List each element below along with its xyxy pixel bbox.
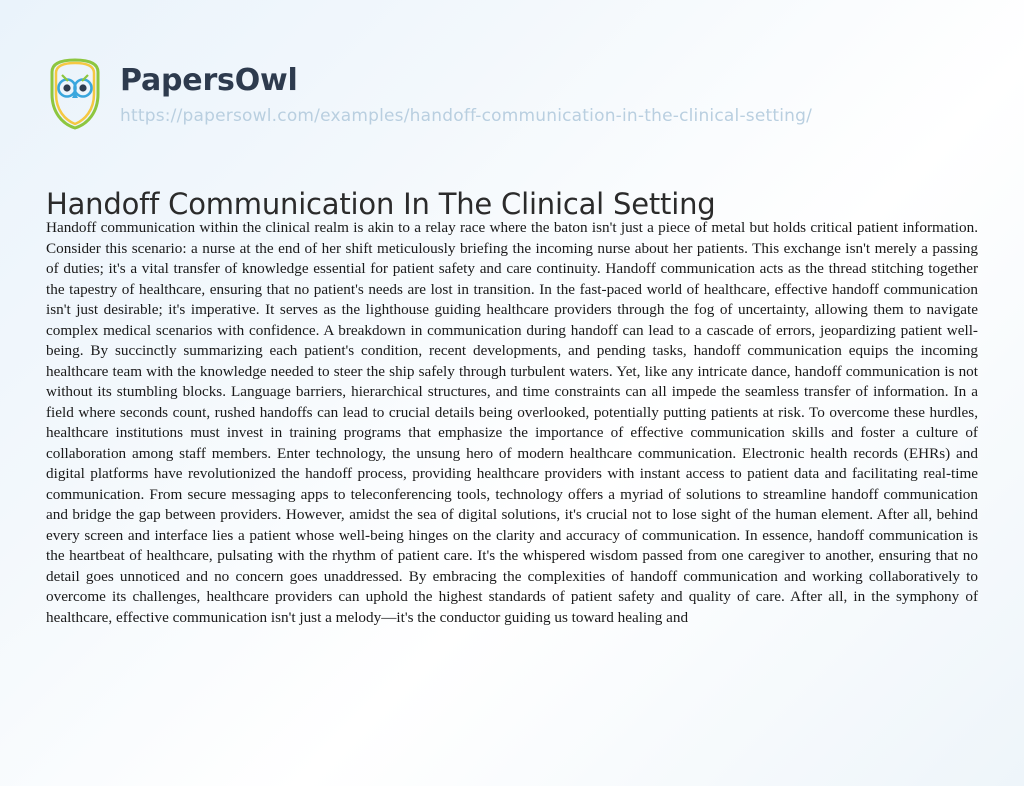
brand-block	[120, 58, 812, 126]
owl-logo-icon	[44, 58, 106, 130]
brand-name: PapersOwl	[120, 63, 298, 98]
site-header	[44, 58, 812, 130]
article-body: Handoff communication within the clinical realm is akin to a relay race where the baton isn't just a piece of metal but holds critical patient information. Consider this scenario: a nurse at the end of her shift meticulously briefing the incoming nurse about her patients. This exchange isn't merely a passing of duties; it's a vital transfer of knowledge essential for patient safety and care continuity. Handoff communication acts as the thread stitching together the tapestry of healthcare, ensuring that no patient's needs are lost in transition. In the fast-paced world of healthcare, effective handoff communication isn't just desirable; it's imperative. It serves as the lighthouse guiding healthcare providers through the fog of uncertainty, allowing them to navigate complex medical scenarios with confidence. A breakdown in communication during handoff can lead to a cascade of errors, jeopardizing patient well-being. By succinctly summarizing each patient's condition, recent developments, and pending tasks, handoff communication equips the incoming healthcare team with the knowledge needed to steer the ship safely through turbulent waters. Yet, like any intricate dance, handoff communication is not without its stumbling blocks. Language barriers, hierarchical structures, and time constraints can all impede the seamless transfer of information. In a field where seconds count, rushed handoffs can lead to crucial details being overlooked, potentially putting patients at risk. To overcome these hurdles, healthcare institutions must invest in training programs that emphasize the importance of effective communication skills and foster a culture of collaboration among staff members. Enter technology, the unsung hero of modern healthcare communication. Electronic health records (EHRs) and digital platforms have revolutionized the handoff process, providing healthcare providers with instant access to patient data and facilitating real-time communication. From secure messaging apps to teleconferencing tools, technology offers a myriad of solutions to streamline handoff communication and bridge the gap between providers. However, amidst the sea of digital solutions, it's crucial not to lose sight of the human element. After all, behind every screen and interface lies a patient whose well-being hinges on the clarity and accuracy of communication. In essence, handoff communication is the heartbeat of healthcare, pulsating with the rhythm of patient care. It's the whispered wisdom passed from one caregiver to another, ensuring that no detail goes unnoticed and no concern goes unaddressed. By embracing the complexities of handoff communication and working collaboratively to overcome its challenges, healthcare providers can uphold the highest standards of patient safety and quality of care. After all, in the symphony of healthcare, effective communication isn't just a melody—it's the conductor guiding us toward healing and	[46, 219, 978, 626]
page-url: https://papersowl.com/examples/handoff-communication-in-the-clinical-setting/	[120, 106, 813, 126]
page-title: Handoff Communication In The Clinical Setting	[46, 187, 716, 222]
